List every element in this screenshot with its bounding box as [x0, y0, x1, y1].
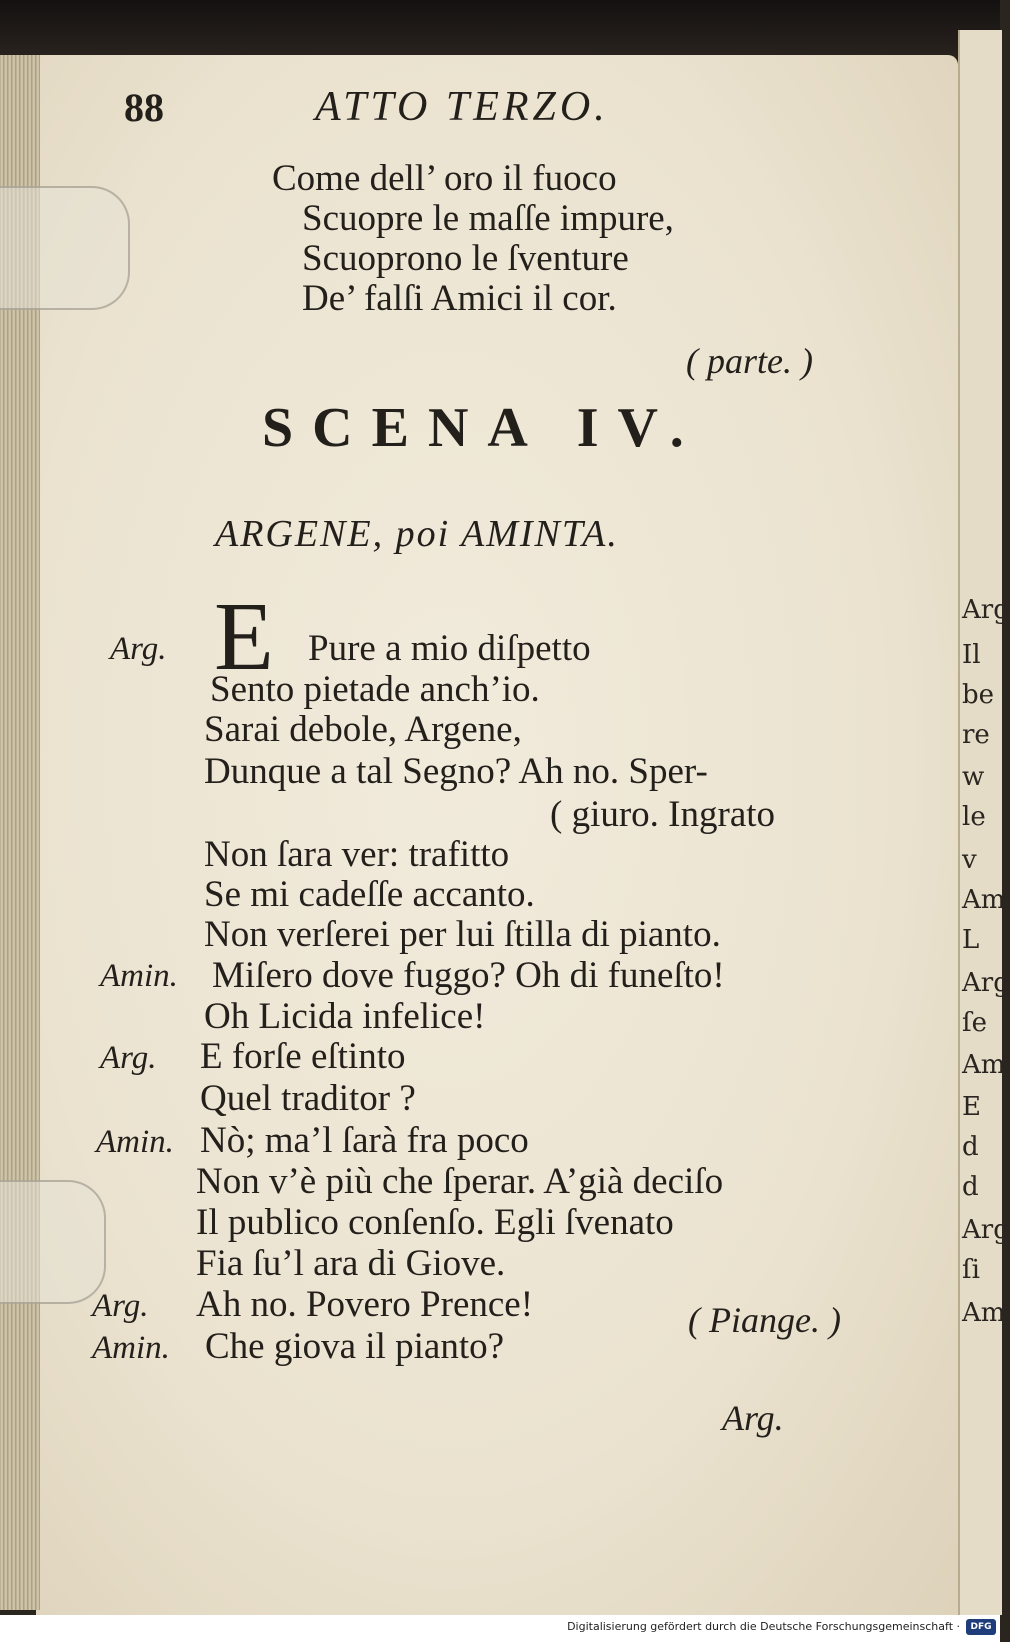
verse-line: Oh Licida infelice!: [204, 996, 486, 1037]
scene-heading: SCENA IV.: [262, 397, 703, 459]
verse-line: Dunque a tal Segno? Ah no. Sper-: [204, 751, 708, 792]
adjacent-fragment: Arg: [962, 595, 1010, 625]
adjacent-fragment: d: [962, 1172, 979, 1202]
adjacent-fragment: Am: [962, 1298, 1006, 1328]
adjacent-fragment: ſi: [962, 1255, 980, 1285]
adjacent-fragment: le: [962, 802, 986, 832]
aria-line: Come dell’ oro il fuoco: [272, 158, 617, 199]
verse-line: Nò; ma’l ſarà fra poco: [200, 1120, 529, 1161]
verse-line: Fia ſu’l ara di Giove.: [196, 1243, 506, 1284]
adjacent-fragment: Arg: [962, 968, 1010, 998]
stage-direction-exit: ( parte. ): [686, 341, 813, 381]
speaker-label: Amin.: [92, 1330, 170, 1366]
verse-line: Che giova il pianto?: [205, 1326, 505, 1367]
speaker-label: Arg.: [92, 1288, 149, 1324]
running-title: ATTO TERZO.: [315, 84, 609, 130]
speaker-label: Arg.: [110, 631, 167, 667]
digitization-credit: Digitalisierung gefördert durch die Deutsche Forschungsgemeinschaft ·: [567, 1620, 960, 1633]
verse-line: Non verſerei per lui ſtilla di pianto.: [204, 914, 721, 955]
verse-line: Ah no. Povero Prence!: [196, 1284, 534, 1325]
verse-line: E forſe eſtinto: [200, 1036, 406, 1077]
adjacent-fragment: re: [962, 720, 990, 750]
stage-direction-weeps: ( Piange. ): [688, 1300, 841, 1340]
speaker-label: Amin.: [100, 958, 178, 994]
dfg-logo: DFG: [966, 1619, 996, 1635]
verse-line: Quel traditor ?: [200, 1078, 416, 1119]
aria-line: Scuopre le maſſe impure,: [302, 198, 674, 239]
adjacent-fragment: Il: [962, 640, 981, 670]
verse-line: Sento pietade anch’io.: [210, 669, 540, 710]
verse-line-runover: ( giuro. Ingrato: [550, 794, 776, 835]
verse-line: Non ſara ver: trafitto: [204, 834, 510, 875]
verse-line: Se mi cadeſſe accanto.: [204, 874, 535, 915]
page-clip-lower: [0, 1180, 106, 1304]
adjacent-fragment: w: [962, 762, 985, 792]
aria-line: Scuoprono le ſventure: [302, 238, 629, 279]
page-clip-upper: [0, 186, 130, 310]
adjacent-fragment: ſe: [962, 1008, 988, 1038]
speaker-label: Arg.: [100, 1040, 157, 1076]
verse-line: Il publico conſenſo. Egli ſvenato: [196, 1202, 674, 1243]
verse-line: Non v’è più che ſperar. A’già deciſo: [196, 1161, 724, 1202]
adjacent-fragment: d: [962, 1132, 979, 1162]
adjacent-fragment: Arg: [962, 1215, 1010, 1245]
adjacent-fragment: v: [962, 845, 977, 875]
speaker-label: Amin.: [96, 1124, 174, 1160]
adjacent-fragment: Am: [962, 1050, 1006, 1080]
catchword: Arg.: [722, 1398, 784, 1438]
verse-line: Miſero dove fuggo? Oh di funeſto!: [212, 955, 725, 996]
adjacent-fragment: Am: [962, 885, 1006, 915]
verse-line: Sarai debole, Argene,: [204, 709, 522, 750]
page-number: 88: [124, 85, 164, 130]
drop-cap: E: [214, 583, 274, 691]
aria-line: De’ falſi Amici il cor.: [302, 278, 617, 319]
character-list: ARGENE, poi AMINTA.: [215, 513, 619, 555]
verse-line: Pure a mio diſpetto: [308, 628, 591, 669]
adjacent-fragment: L: [962, 925, 980, 955]
adjacent-fragment: E: [962, 1092, 981, 1122]
adjacent-fragment: be: [962, 680, 995, 710]
